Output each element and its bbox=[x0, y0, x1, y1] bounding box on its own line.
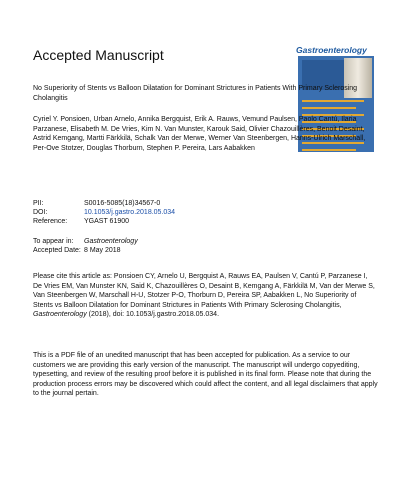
appear-in-label: To appear in: bbox=[33, 238, 74, 245]
appear-in-journal: Gastroenterology bbox=[84, 238, 138, 245]
doi-label: DOI: bbox=[33, 209, 48, 216]
citation-doi: (2018), doi: 10.1053/j.gastro.2018.05.034. bbox=[86, 311, 220, 319]
citation-journal: Gastroenterology bbox=[33, 311, 87, 319]
pii-value: S0016-5085(18)34567-0 bbox=[84, 200, 161, 207]
page-heading: Accepted Manuscript bbox=[33, 47, 164, 63]
citation-text: Please cite this article as: Ponsioen CY, Arnelo U, Bergquist A, Rauws EA, Paulsen V, Cantú P, Parzanese I, De Vries EM, Van Munster KN, Said K, Chazouillères O, Desaint B, Kemgang A, Färkkilä M, Van der Merwe S, Van Steenbergen W, Marschall H-U, Stotzer P-O, Thorburn D, Pereira SP, Aabakken L, No Superiority of Stents vs Balloon Dilatation for Dominant Strictures in Patients With Primary Sclerosing Cholangitis, bbox=[33, 273, 375, 309]
doi-link[interactable]: 10.1053/j.gastro.2018.05.034 bbox=[84, 209, 176, 216]
reference-label: Reference: bbox=[33, 218, 68, 225]
accepted-date-value: 8 May 2018 bbox=[84, 247, 121, 254]
reference-value: YGAST 61900 bbox=[84, 218, 130, 225]
cover-journal-title: Gastroenterology bbox=[296, 45, 367, 55]
pii-label: PII: bbox=[33, 200, 44, 207]
author-list: Cyriel Y. Ponsioen, Urban Arnelo, Annika Bergquist, Erik A. Rauws, Vemund Paulsen, Paolo Cantú, Ilaria Parzanese, Elisabeth M. De Vries, Kim N. Van Munster, Karouk Said, Olivier Chazouillères, Benoit Desaint, Astrid Kemgang, Martti Färkkilä, Schalk Van der Merwe, Werner Van Steenbergen, Hanns-Ulrich Marschall, Per-Ove Stotzer, Douglas Thorburn, Stephen P. Pereira, Lars Aabakken bbox=[33, 116, 366, 152]
accepted-date-label: Accepted Date: bbox=[33, 247, 81, 254]
article-title: No Superiority of Stents vs Balloon Dilatation for Dominant Strictures in Patients With Primary Sclerosing Cholangitis bbox=[33, 85, 358, 102]
citation-paragraph bbox=[33, 272, 378, 320]
manuscript-notice: This is a PDF file of an unedited manuscript that has been accepted for publication. As a service to our customers we are providing this early version of the manuscript. The manuscript will undergo copyediting, typesetting, and review of the resulting proof before it is published in its final form. Please note that during the production process errors may be discovered which could affect the content, and all legal disclaimers that apply to the journal pertain. bbox=[33, 352, 378, 398]
